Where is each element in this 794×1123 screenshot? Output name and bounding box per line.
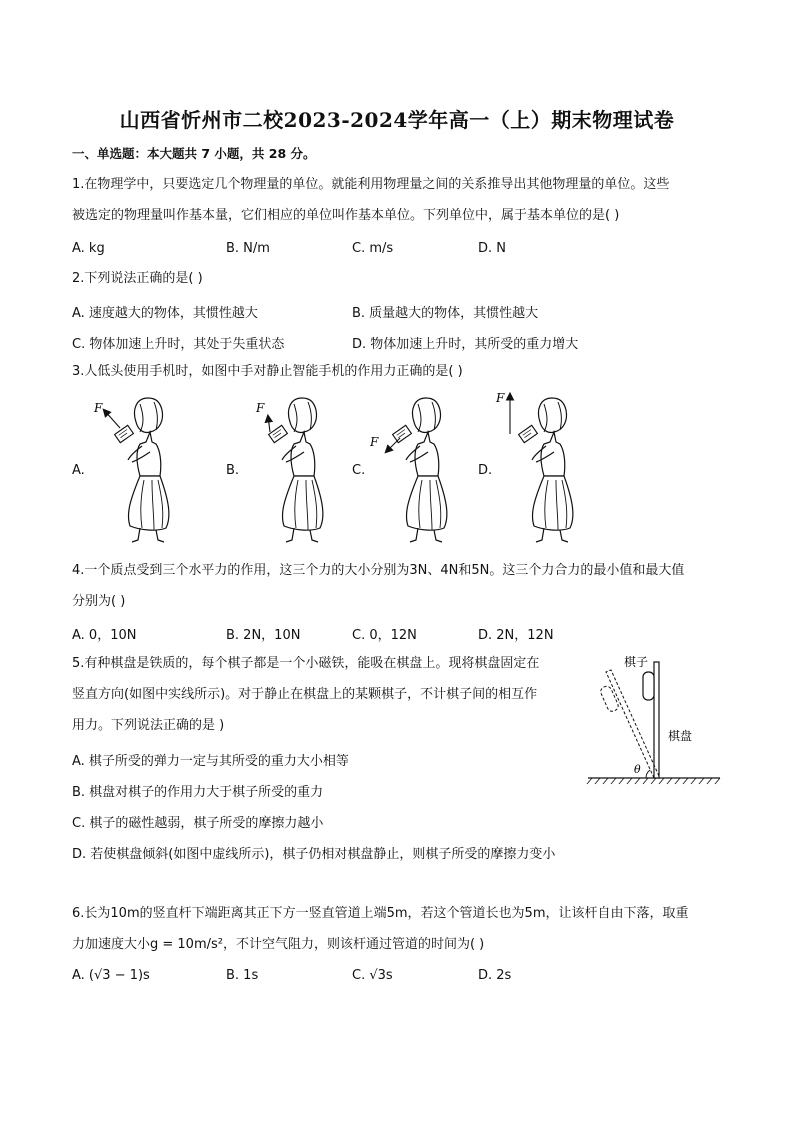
- q2-option-c: C. 物体加速上升时，其处于失重状态: [72, 337, 285, 352]
- q3-b-force-label: F: [256, 401, 265, 415]
- q4-stem-line1: 4.一个质点受到三个水平力的作用，这三个力的大小分别为3N、4N和5N。这三个力合力的最小值和最大值: [72, 563, 685, 578]
- q1-stem-line1: 1.在物理学中，只要选定几个物理量的单位。就能利用物理量之间的关系推导出其他物理量的单位。这些: [72, 177, 670, 192]
- q4-option-d: D. 2N，12N: [478, 628, 554, 643]
- q6-stem-line2: 力加速度大小g = 10m/s²，不计空气阻力，则该杆通过管道的时间为( ): [72, 937, 485, 952]
- q6-option-a: A. (√3 − 1)s: [72, 968, 150, 983]
- q4-option-c: C. 0，12N: [352, 628, 417, 643]
- section-heading: 一、单选题：本大题共 7 小题，共 28 分。: [72, 146, 316, 161]
- q5-figure: [584, 650, 724, 786]
- q1-option-b: B. N/m: [226, 241, 270, 256]
- q5-fig-theta: θ: [634, 763, 641, 776]
- q1-option-a: A. kg: [72, 241, 105, 256]
- q4-option-a: A. 0，10N: [72, 628, 137, 643]
- q1-option-c: C. m/s: [352, 241, 394, 256]
- q5-option-c: C. 棋子的磁性越弱，棋子所受的摩擦力越小: [72, 816, 324, 831]
- q3-c-force-label: F: [370, 435, 379, 449]
- q2-option-d: D. 物体加速上升时，其所受的重力增大: [352, 337, 579, 352]
- q5-fig-board-label: 棋盘: [668, 729, 693, 743]
- q3-figure-b: [238, 390, 338, 545]
- q5-fig-piece-label: 棋子: [624, 655, 649, 669]
- q3-option-a: A.: [72, 463, 85, 478]
- q3-stem: 3.人低头使用手机时，如图中手对静止智能手机的作用力正确的是( ): [72, 364, 463, 379]
- q2-option-b: B. 质量越大的物体，其惯性越大: [352, 306, 539, 321]
- q5-option-a: A. 棋子所受的弹力一定与其所受的重力大小相等: [72, 754, 349, 769]
- q5-option-b: B. 棋盘对棋子的作用力大于棋子所受的重力: [72, 785, 324, 800]
- q2-option-a: A. 速度越大的物体，其惯性越大: [72, 306, 258, 321]
- q5-stem-line3: 用力。下列说法正确的是 ): [72, 718, 225, 733]
- q3-option-c: C.: [352, 463, 366, 478]
- q4-option-b: B. 2N，10N: [226, 628, 301, 643]
- q5-stem-line1: 5.有种棋盘是铁质的，每个棋子都是一个小磁铁，能吸在棋盘上。现将棋盘固定在: [72, 656, 540, 671]
- q3-figure-c: [362, 390, 462, 545]
- q1-stem-line2: 被选定的物理量叫作基本量，它们相应的单位叫作基本单位。下列单位中，属于基本单位的是( ): [72, 208, 620, 223]
- q3-figure-d: [488, 390, 588, 545]
- q4-stem-line2: 分别为( ): [72, 594, 126, 609]
- q1-option-d: D. N: [478, 241, 506, 256]
- q6-option-b: B. 1s: [226, 968, 259, 983]
- q2-stem: 2.下列说法正确的是( ): [72, 271, 203, 286]
- q3-option-d: D.: [478, 463, 493, 478]
- q6-stem-line1: 6.长为10m的竖直杆下端距离其正下方一竖直管道上端5m，若这个管道长也为5m，让该杆自由下落，取重: [72, 906, 689, 921]
- q3-figure-a: [84, 390, 184, 545]
- q3-d-force-label: F: [496, 391, 505, 405]
- q3-a-force-label: F: [94, 401, 103, 415]
- page-title: 山西省忻州市二校2023-2024学年高一（上）期末物理试卷: [119, 108, 675, 132]
- q5-stem-line2: 竖直方向(如图中实线所示)。对于静止在棋盘上的某颗棋子，不计棋子间的相互作: [72, 687, 538, 702]
- q6-option-c: C. √3s: [352, 968, 393, 983]
- q3-option-b: B.: [226, 463, 240, 478]
- q5-option-d: D. 若使棋盘倾斜(如图中虚线所示)，棋子仍相对棋盘静止，则棋子所受的摩擦力变小: [72, 847, 556, 862]
- q6-option-d: D. 2s: [478, 968, 512, 983]
